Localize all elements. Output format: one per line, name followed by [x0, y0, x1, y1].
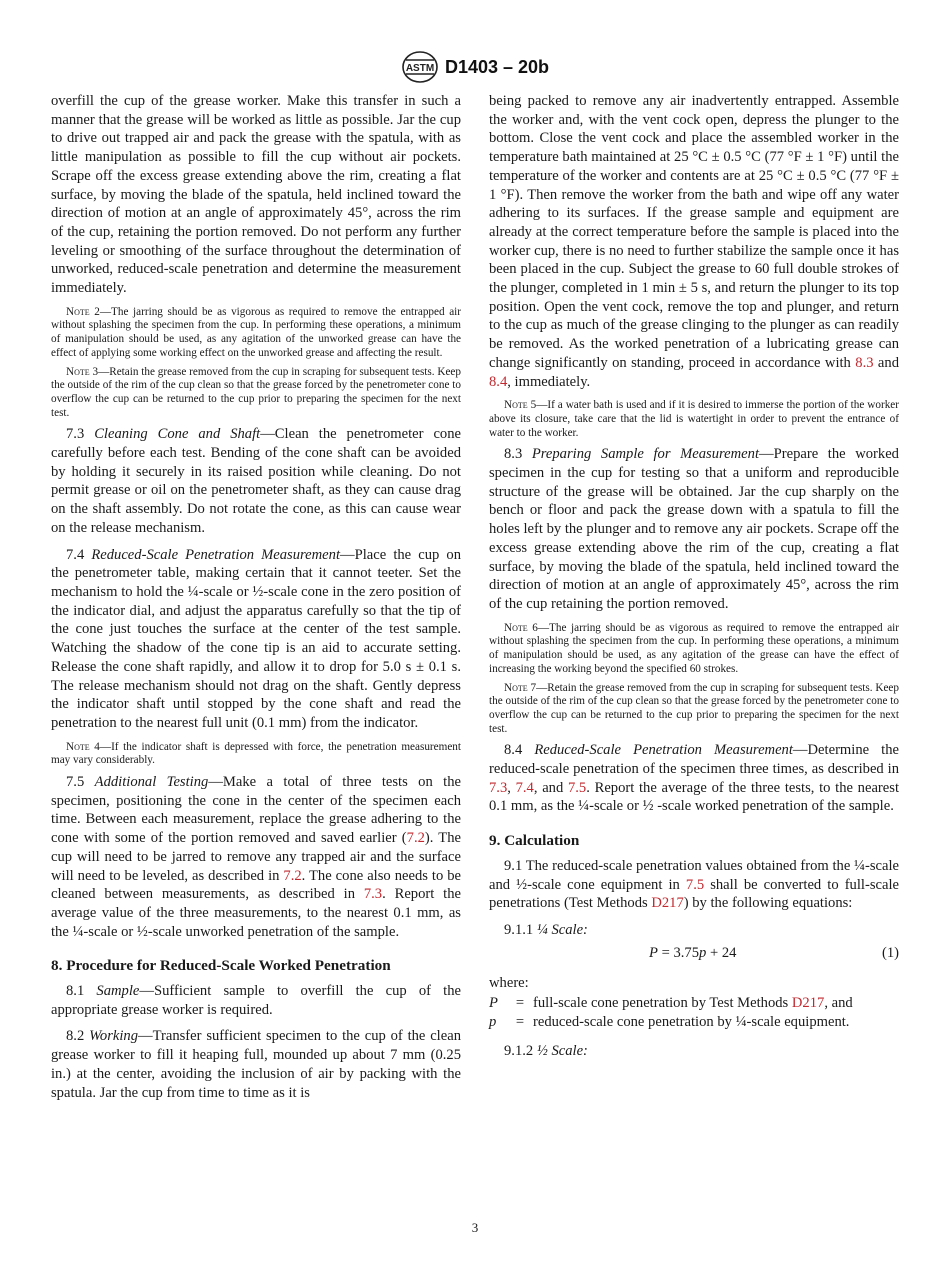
note-5: Note 5—If a water bath is used and if it is desired to immerse the portion of the worker above its closure, take care that the lid is watertight in order to prevent the entrance of water to the worker. [489, 399, 899, 439]
definition-p: p = reduced-scale cone penetration by ¼-scale equipment. [489, 1014, 850, 1031]
paragraph-7-4: 7.4 Reduced-Scale Penetration Measurement—Place the cup on the penetrometer table, making certain that it cannot teeter. Set the mechanism to hold the ¼-scale or ½-scale cone in the zero position of the indicator dial, and adjust the apparatus carefully so that the tip of the cone just touches the surface at the center of the test sample. Watching the shadow of the cone tip is an aid to accurate setting. Release the cone shaft rapidly, and allow it to drop for 5.0 s ± 0.1 s. The release mechanism should not drag on the shaft. Gently depress the indicator shaft until stopped by the cone shaft and read the penetration to the nearest full unit (0.1 mm) from the indicator. [51, 546, 461, 731]
paragraph-8-2-continued: being packed to remove any air inadvertently entrapped. Assemble the worker and, with the vent cock open, depress the plunger to the bottom. Close the vent cock and place the assembled worker in the temperature bath maintained at 25 °C ± 0.5 °C (77 °F ± 1 °F) until the temperature of the worker and contents are at 25 °C ± 0.5 °C (77 °F ± 1 °F). Then remove the worker from the bath and wipe off any water adhering to its surfaces. If the grease sample and equipment are already at the correct temperature before the sample is placed into the worker cup, there is no need to further stabilize the sample once it has been placed in the cup. Subject the grease to 60 full double strokes of the plunger, completed in 1 min ± 5 s, and return the plunger to its top position. Open the vent cock, remove the top and plunger, and return to the cup as much of the grease clinging to the plunger as can readily be removed. As the worked penetration of a lubricating grease can change significantly on standing, proceed in accordance with 8.3 and 8.4, immediately. [489, 93, 899, 390]
ref-link-d217[interactable]: D217 [791, 995, 825, 1012]
paragraph-7-2-continued: overfill the cup of the grease worker. Make this transfer in such a manner that the grease will be worked as little as possible. Jar the cup to drive out trapped air and pack the grease with the spatula, with as little manipulation as possible to fill the cup without air pockets. Scrape off the excess grease extending above the rim, creating a flat surface, by moving the blade of the spatula, held inclined toward the direction of motion at an angle of approximately 45°, across the rim of the cup, retaining the portion removed. Do not perform any further leveling or smoothing of the surface throughout the determination of unworked, reduced-scale penetration and determine the measurement immediately. [51, 93, 461, 297]
ref-link-7-5[interactable]: 7.5 [685, 876, 705, 893]
paragraph-7-5: 7.5 Additional Testing—Make a total of three tests on the specimen, positioning the cone in the center of the specimen each time. Between each measurement, replace the grease adhering to the cone with some of the portion removed and saved earlier (7.2). The cup will need to be jarred to remove any trapped air and the surface will need to be leveled, as described in 7.2. The cone also needs to be cleaned between measurements, as described in 7.3. Report the average value of the three measurements, to the nearest 0.1 mm, as the ¼-scale or ½-scale unworked penetration of the sample. [51, 774, 462, 940]
paragraph-9-1-1: 9.1.1 ¼ Scale: [504, 921, 588, 938]
equation-formula: P = 3.75p + 24 [649, 944, 737, 961]
paragraph-8-2: 8.2 Working—Transfer sufficient specimen to the cup of the clean grease worker to fill it heaping full, mounded up about 7 mm (0.25 in.) at the center, avoiding the inclusion of air by packing with the spatula. Jar the cup from time to time as it is [51, 1028, 461, 1101]
ref-link-7-4[interactable]: 7.4 [515, 779, 534, 796]
ref-link-7-2[interactable]: 7.2 [406, 830, 425, 847]
equation-1 [489, 944, 899, 966]
equation-number: (1) [881, 944, 899, 961]
paragraph-9-1: 9.1 The reduced-scale penetration values obtained from the ¼-scale and ½-scale cone equipment in 7.5 shall be converted to full-scale penetrations (Test Methods D217) by the following equations: [489, 857, 899, 912]
ref-link-7-5[interactable]: 7.5 [567, 779, 587, 796]
page-number: 3 [471, 1220, 479, 1235]
astm-logo-icon [401, 50, 439, 84]
paragraph-8-1: 8.1 Sample—Sufficient sample to overfill the cup of the appropriate grease worker is required. [51, 983, 461, 1018]
document-id: D1403 – 20b [444, 56, 550, 77]
paragraph-8-4: 8.4 Reduced-Scale Penetration Measurement—Determine the reduced-scale penetration of the specimen three times, as described in 7.3, 7.4, and 7.5. Report the average of the three tests, to the nearest 0.1 mm, as the ¼-scale or ½ -scale worked penetration of the sample. [489, 742, 900, 815]
where-label: where: [489, 974, 529, 991]
paragraph-7-3: 7.3 Cleaning Cone and Shaft—Clean the penetrometer cone carefully before each test. Bending of the cone shaft can be avoided by holding it securely in its raised position while cleaning. Do not permit grease or oil on the penetrometer shaft, as they can cause drag on the shaft assembly. Do not rotate the cone, as this can cause wear on the release mechanism. [51, 426, 461, 536]
note-3: Note 3—Retain the grease removed from the cup in scraping for subsequent tests. Keep the outside of the rim of the cup clean so that the grease forced by the penetrometer cone to overflow the cup can be returned to the cup prior to preparing the specimen for the next test. [51, 365, 461, 419]
svg-text:ASTM: ASTM [405, 63, 435, 74]
page-header [0, 50, 950, 84]
paragraph-9-1-2: 9.1.2 ½ Scale: [504, 1042, 588, 1059]
note-4: Note 4—If the indicator shaft is depressed with force, the penetration measurement may vary considerably. [51, 740, 461, 767]
right-column [489, 92, 899, 1068]
note-7: Note 7—Retain the grease removed from the cup in scraping for subsequent tests. Keep the outside of the rim of the cup clean so that the grease forced by the penetrometer cone to overflow the cup can be returned to the cup prior to preparing the specimen for the next test. [489, 681, 899, 735]
ref-link-d217[interactable]: D217 [651, 895, 684, 912]
note-2: Note 2—The jarring should be as vigorous as required to remove the entrapped air without splashing the specimen from the cup. In performing these operations, a minimum of manipulation should be used, as any agitation of the unworked grease can have the effect of applying some working effect on the unworked grease and affecting the result. [51, 305, 462, 359]
ref-link-8-3[interactable]: 8.3 [855, 354, 874, 371]
ref-link-8-4[interactable]: 8.4 [489, 373, 508, 390]
note-6: Note 6—The jarring should be as vigorous as required to remove the entrapped air without splashing the specimen from the cup. In performing these operations, a minimum of manipulation should be used, as any agitation of the grease can have the effect of increasing the working beyond the specified 60 strokes. [489, 621, 900, 675]
left-column [51, 92, 461, 1110]
ref-link-7-3[interactable]: 7.3 [489, 779, 508, 796]
section-9-heading: 9. Calculation [489, 832, 580, 850]
section-8-heading: 8. Procedure for Reduced-Scale Worked Penetration [51, 957, 391, 975]
paragraph-8-3: 8.3 Preparing Sample for Measurement—Prepare the worked specimen in the cup for testing so that a uniform and reproducible structure of the grease will be obtained. Jar the cup sharply on the bench or floor and pack the grease down with a spatula to fill the holes left by the plunger and to remove any air pockets. Scrape off the excess grease extending above the rim of the cup, creating a flat surface, by moving the blade of the spatula, held inclined toward the direction of motion at an angle of approximately 45°, across the rim of the cup retaining the portion removed. [489, 446, 899, 612]
ref-link-7-3[interactable]: 7.3 [363, 886, 383, 903]
definition-P: P = full-scale cone penetration by Test Methods D217, and [489, 995, 853, 1012]
ref-link-7-2[interactable]: 7.2 [283, 867, 302, 884]
